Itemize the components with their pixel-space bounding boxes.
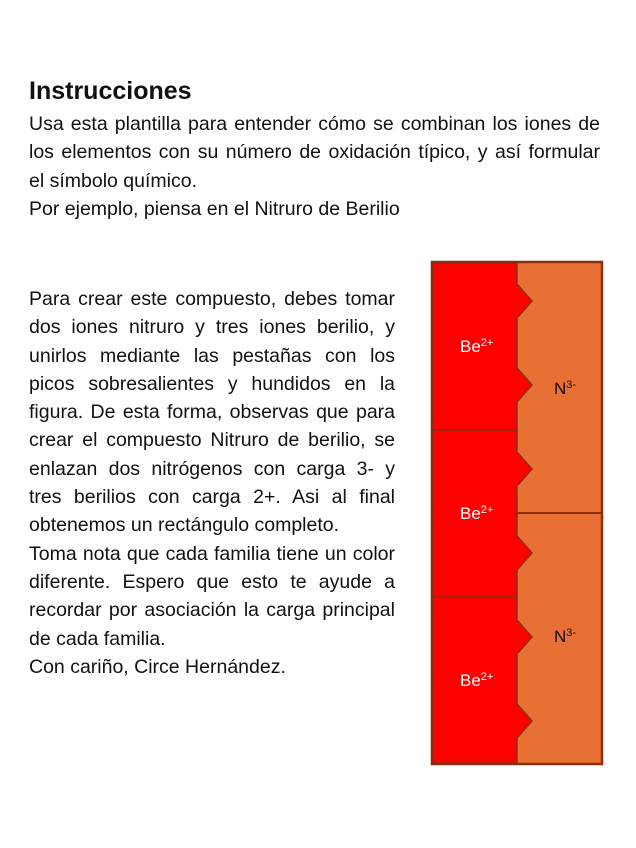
page-title: Instrucciones [29, 77, 192, 105]
beryllium-label-2: $Be^{2+}$ [460, 504, 494, 523]
signature: Con cariño, Circe Hernández. [29, 655, 286, 678]
beryllium-label-1: $Be^{2+}$ [460, 337, 494, 356]
ion-puzzle-diagram [430, 260, 604, 766]
intro-section [29, 110, 600, 223]
explanation-paragraph: Para crear este compuesto, debes tomar dos iones nitruro y tres iones berilio, y unirlos mediante las pestañas con los picos sobresalientes y hundidos en la figura. De esta forma, observas que para crear el compuesto Nitruro de berilio, se enlazan dos nitrógenos con carga 3- y tres berilios con carga 2+. Asi al final obtenemos un rectángulo completo. [29, 288, 395, 537]
explanation-section [29, 285, 395, 681]
intro-example: Por ejemplo, piensa en el Nitruro de Berilio [29, 197, 400, 220]
nitride-label-2: $N^{3-}$ [554, 627, 577, 646]
color-note-paragraph: Toma nota que cada familia tiene un color diferente. Espero que esto te ayude a recordar por asociación la carga principal de cada familia. [29, 542, 395, 650]
nitride-label-1: $N^{3-}$ [554, 379, 577, 398]
beryllium-label-3: $Be^{2+}$ [460, 671, 494, 690]
intro-paragraph: Usa esta plantilla para entender cómo se combinan los iones de los elementos con su número de oxidación típico, y así formular el símbolo químico. [29, 113, 600, 192]
